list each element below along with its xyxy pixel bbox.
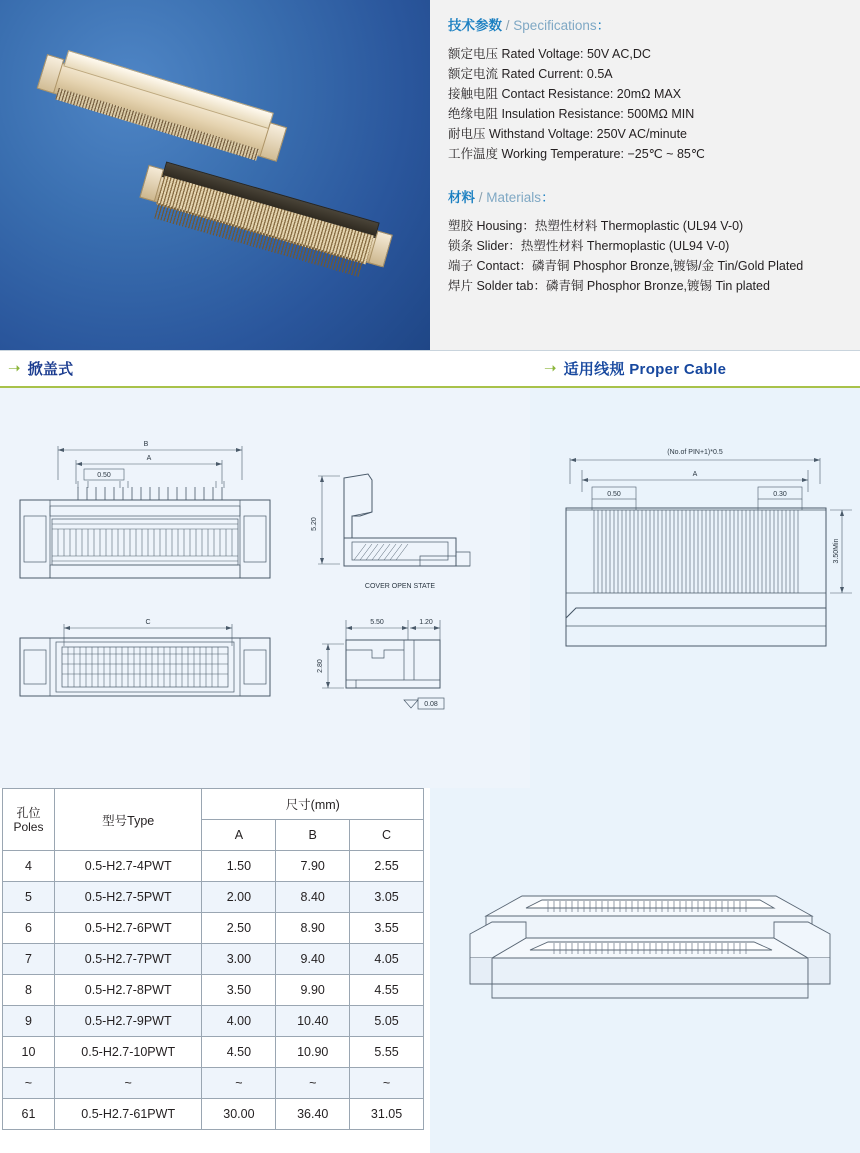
svg-text:3.50Min: 3.50Min: [833, 538, 840, 564]
svg-text:A: A: [146, 455, 152, 462]
specifications-heading: [448, 14, 842, 34]
material-line-solder-tab: 焊片 Solder tab：磷青铜 Phosphor Bronze,镀锡 Tin plated: [448, 279, 770, 293]
cell-dim-a: 2.00: [202, 882, 276, 913]
cell-dim-b: 10.90: [276, 1037, 350, 1068]
header-proper-cable-label: 适用线规 Proper Cable: [563, 361, 727, 378]
table-row: [3, 1006, 424, 1037]
header-dimensions: 尺寸(mm): [202, 789, 424, 820]
svg-text:COVER OPEN STATE: COVER OPEN STATE: [364, 583, 436, 590]
cell-poles: 61: [3, 1099, 55, 1130]
specifications-title-cn: 技术参数: [448, 18, 502, 33]
svg-text:0.30: 0.30: [773, 491, 787, 498]
svg-text:0.08: 0.08: [424, 701, 438, 708]
cell-dim-c: 4.55: [350, 975, 424, 1006]
cell-dim-a: ~: [202, 1068, 276, 1099]
header-proper-cable: [530, 351, 860, 386]
cell-poles: 7: [3, 944, 55, 975]
bottom-row: [0, 788, 860, 1153]
cell-poles: 4: [3, 851, 55, 882]
svg-text:0.50: 0.50: [607, 491, 621, 498]
header-flip-lock-type: [0, 351, 530, 386]
part-number-table-wrapper: [0, 788, 430, 1153]
drawings-row: [0, 388, 860, 788]
arrow-right-icon: ➝: [544, 360, 557, 377]
product-3d-render-panel: [430, 788, 860, 1153]
svg-text:B: B: [143, 441, 149, 448]
cell-type: 0.5-H2.7-7PWT: [54, 944, 202, 975]
proper-cable-drawing-svg: [530, 388, 860, 788]
spec-line-withstand-voltage: 耐电压 Withstand Voltage: 250V AC/minute: [448, 127, 688, 141]
materials-title-colon: ：: [541, 190, 555, 205]
cell-dim-b: 7.90: [276, 851, 350, 882]
table-head: [3, 789, 424, 851]
header-dim-b: B: [276, 820, 350, 851]
svg-text:2.80: 2.80: [317, 659, 324, 673]
cell-dim-a: 4.00: [202, 1006, 276, 1037]
svg-text:0.50: 0.50: [97, 472, 111, 479]
cell-dim-c: 5.55: [350, 1037, 424, 1068]
materials-title-en: Materials: [486, 190, 542, 205]
table-row: [3, 882, 424, 913]
header-dim-a: A: [202, 820, 276, 851]
cell-dim-b: 36.40: [276, 1099, 350, 1130]
header-poles-cn: 孔位: [16, 805, 41, 820]
table-row: [3, 944, 424, 975]
technical-drawings-panel: [0, 388, 530, 788]
cell-dim-a: 3.00: [202, 944, 276, 975]
cell-dim-a: 3.50: [202, 975, 276, 1006]
table-header-row-1: [3, 789, 424, 820]
cell-poles: 6: [3, 913, 55, 944]
svg-text:C: C: [145, 619, 151, 626]
product-3d-render-svg: [430, 788, 860, 1153]
cell-type: 0.5-H2.7-9PWT: [54, 1006, 202, 1037]
cell-dim-b: 9.90: [276, 975, 350, 1006]
materials-title-separator: /: [478, 190, 483, 205]
spec-line-working-temperature: 工作温度 Working Temperature: −25℃ ~ 85℃: [448, 147, 705, 161]
cell-poles: 9: [3, 1006, 55, 1037]
cell-type: 0.5-H2.7-4PWT: [54, 851, 202, 882]
svg-text:A: A: [692, 471, 698, 478]
materials-heading: [448, 186, 842, 206]
cell-dim-b: 9.40: [276, 944, 350, 975]
material-line-slider: 锁条 Slider：热塑性材料 Thermoplastic (UL94 V-0): [448, 239, 730, 253]
cell-poles: 8: [3, 975, 55, 1006]
arrow-right-icon: ➝: [8, 360, 21, 377]
materials-title-cn: 材料: [448, 190, 475, 205]
cell-dim-c: 4.05: [350, 944, 424, 975]
header-dim-c: C: [350, 820, 424, 851]
header-poles-en: Poles: [13, 819, 44, 834]
svg-text:(No.of PIN+1)*0.5: (No.of PIN+1)*0.5: [667, 449, 723, 456]
header-type: 型号Type: [54, 789, 202, 851]
cell-poles: 5: [3, 882, 55, 913]
cell-type: ~: [54, 1068, 202, 1099]
cell-dim-c: 3.55: [350, 913, 424, 944]
material-line-contact: 端子 Contact：磷青铜 Phosphor Bronze,镀锡/金 Tin/Gold Plated: [448, 259, 804, 273]
table-row: [3, 1099, 424, 1130]
cell-dim-b: 8.40: [276, 882, 350, 913]
cell-dim-c: 5.05: [350, 1006, 424, 1037]
material-line-housing: 塑胶 Housing：热塑性材料 Thermoplastic (UL94 V-0): [448, 219, 744, 233]
svg-text:1.20: 1.20: [419, 619, 433, 626]
table-row: [3, 913, 424, 944]
cell-type: 0.5-H2.7-6PWT: [54, 913, 202, 944]
svg-text:5.20: 5.20: [311, 517, 318, 531]
table-row: [3, 975, 424, 1006]
table-body: [3, 851, 424, 1130]
cell-dim-c: ~: [350, 1068, 424, 1099]
specifications-title-separator: /: [505, 18, 510, 33]
table-row: [3, 851, 424, 882]
part-number-table: [2, 788, 424, 1130]
cell-type: 0.5-H2.7-61PWT: [54, 1099, 202, 1130]
table-row: [3, 1037, 424, 1068]
spec-line-voltage: 额定电压 Rated Voltage: 50V AC,DC: [448, 47, 651, 61]
section-headers: [0, 350, 860, 388]
cell-dim-b: ~: [276, 1068, 350, 1099]
cell-dim-c: 3.05: [350, 882, 424, 913]
cell-dim-b: 8.90: [276, 913, 350, 944]
specifications-title-colon: ：: [596, 18, 611, 33]
cell-dim-a: 30.00: [202, 1099, 276, 1130]
cell-dim-c: 2.55: [350, 851, 424, 882]
spec-line-insulation-resistance: 绝缘电阻 Insulation Resistance: 500MΩ MIN: [448, 107, 695, 121]
cell-poles: 10: [3, 1037, 55, 1068]
spec-line-contact-resistance: 接触电阻 Contact Resistance: 20mΩ MAX: [448, 87, 682, 101]
technical-drawing-svg: [0, 388, 530, 788]
spec-line-current: 额定电流 Rated Current: 0.5A: [448, 67, 613, 81]
header-flip-lock-label: 掀盖式: [27, 361, 74, 378]
cell-dim-a: 1.50: [202, 851, 276, 882]
cell-dim-a: 2.50: [202, 913, 276, 944]
header-poles: [3, 789, 55, 851]
cell-type: 0.5-H2.7-8PWT: [54, 975, 202, 1006]
svg-text:5.50: 5.50: [370, 619, 384, 626]
product-photo: [0, 0, 430, 350]
top-section: [0, 0, 860, 350]
section-gap: [448, 164, 842, 186]
cell-type: 0.5-H2.7-5PWT: [54, 882, 202, 913]
cell-dim-a: 4.50: [202, 1037, 276, 1068]
table-row: [3, 1068, 424, 1099]
cell-dim-c: 31.05: [350, 1099, 424, 1130]
specifications-title-en: Specifications: [513, 18, 597, 33]
specifications-panel: [430, 0, 860, 350]
cell-type: 0.5-H2.7-10PWT: [54, 1037, 202, 1068]
proper-cable-panel: [530, 388, 860, 788]
cell-poles: ~: [3, 1068, 55, 1099]
cell-dim-b: 10.40: [276, 1006, 350, 1037]
